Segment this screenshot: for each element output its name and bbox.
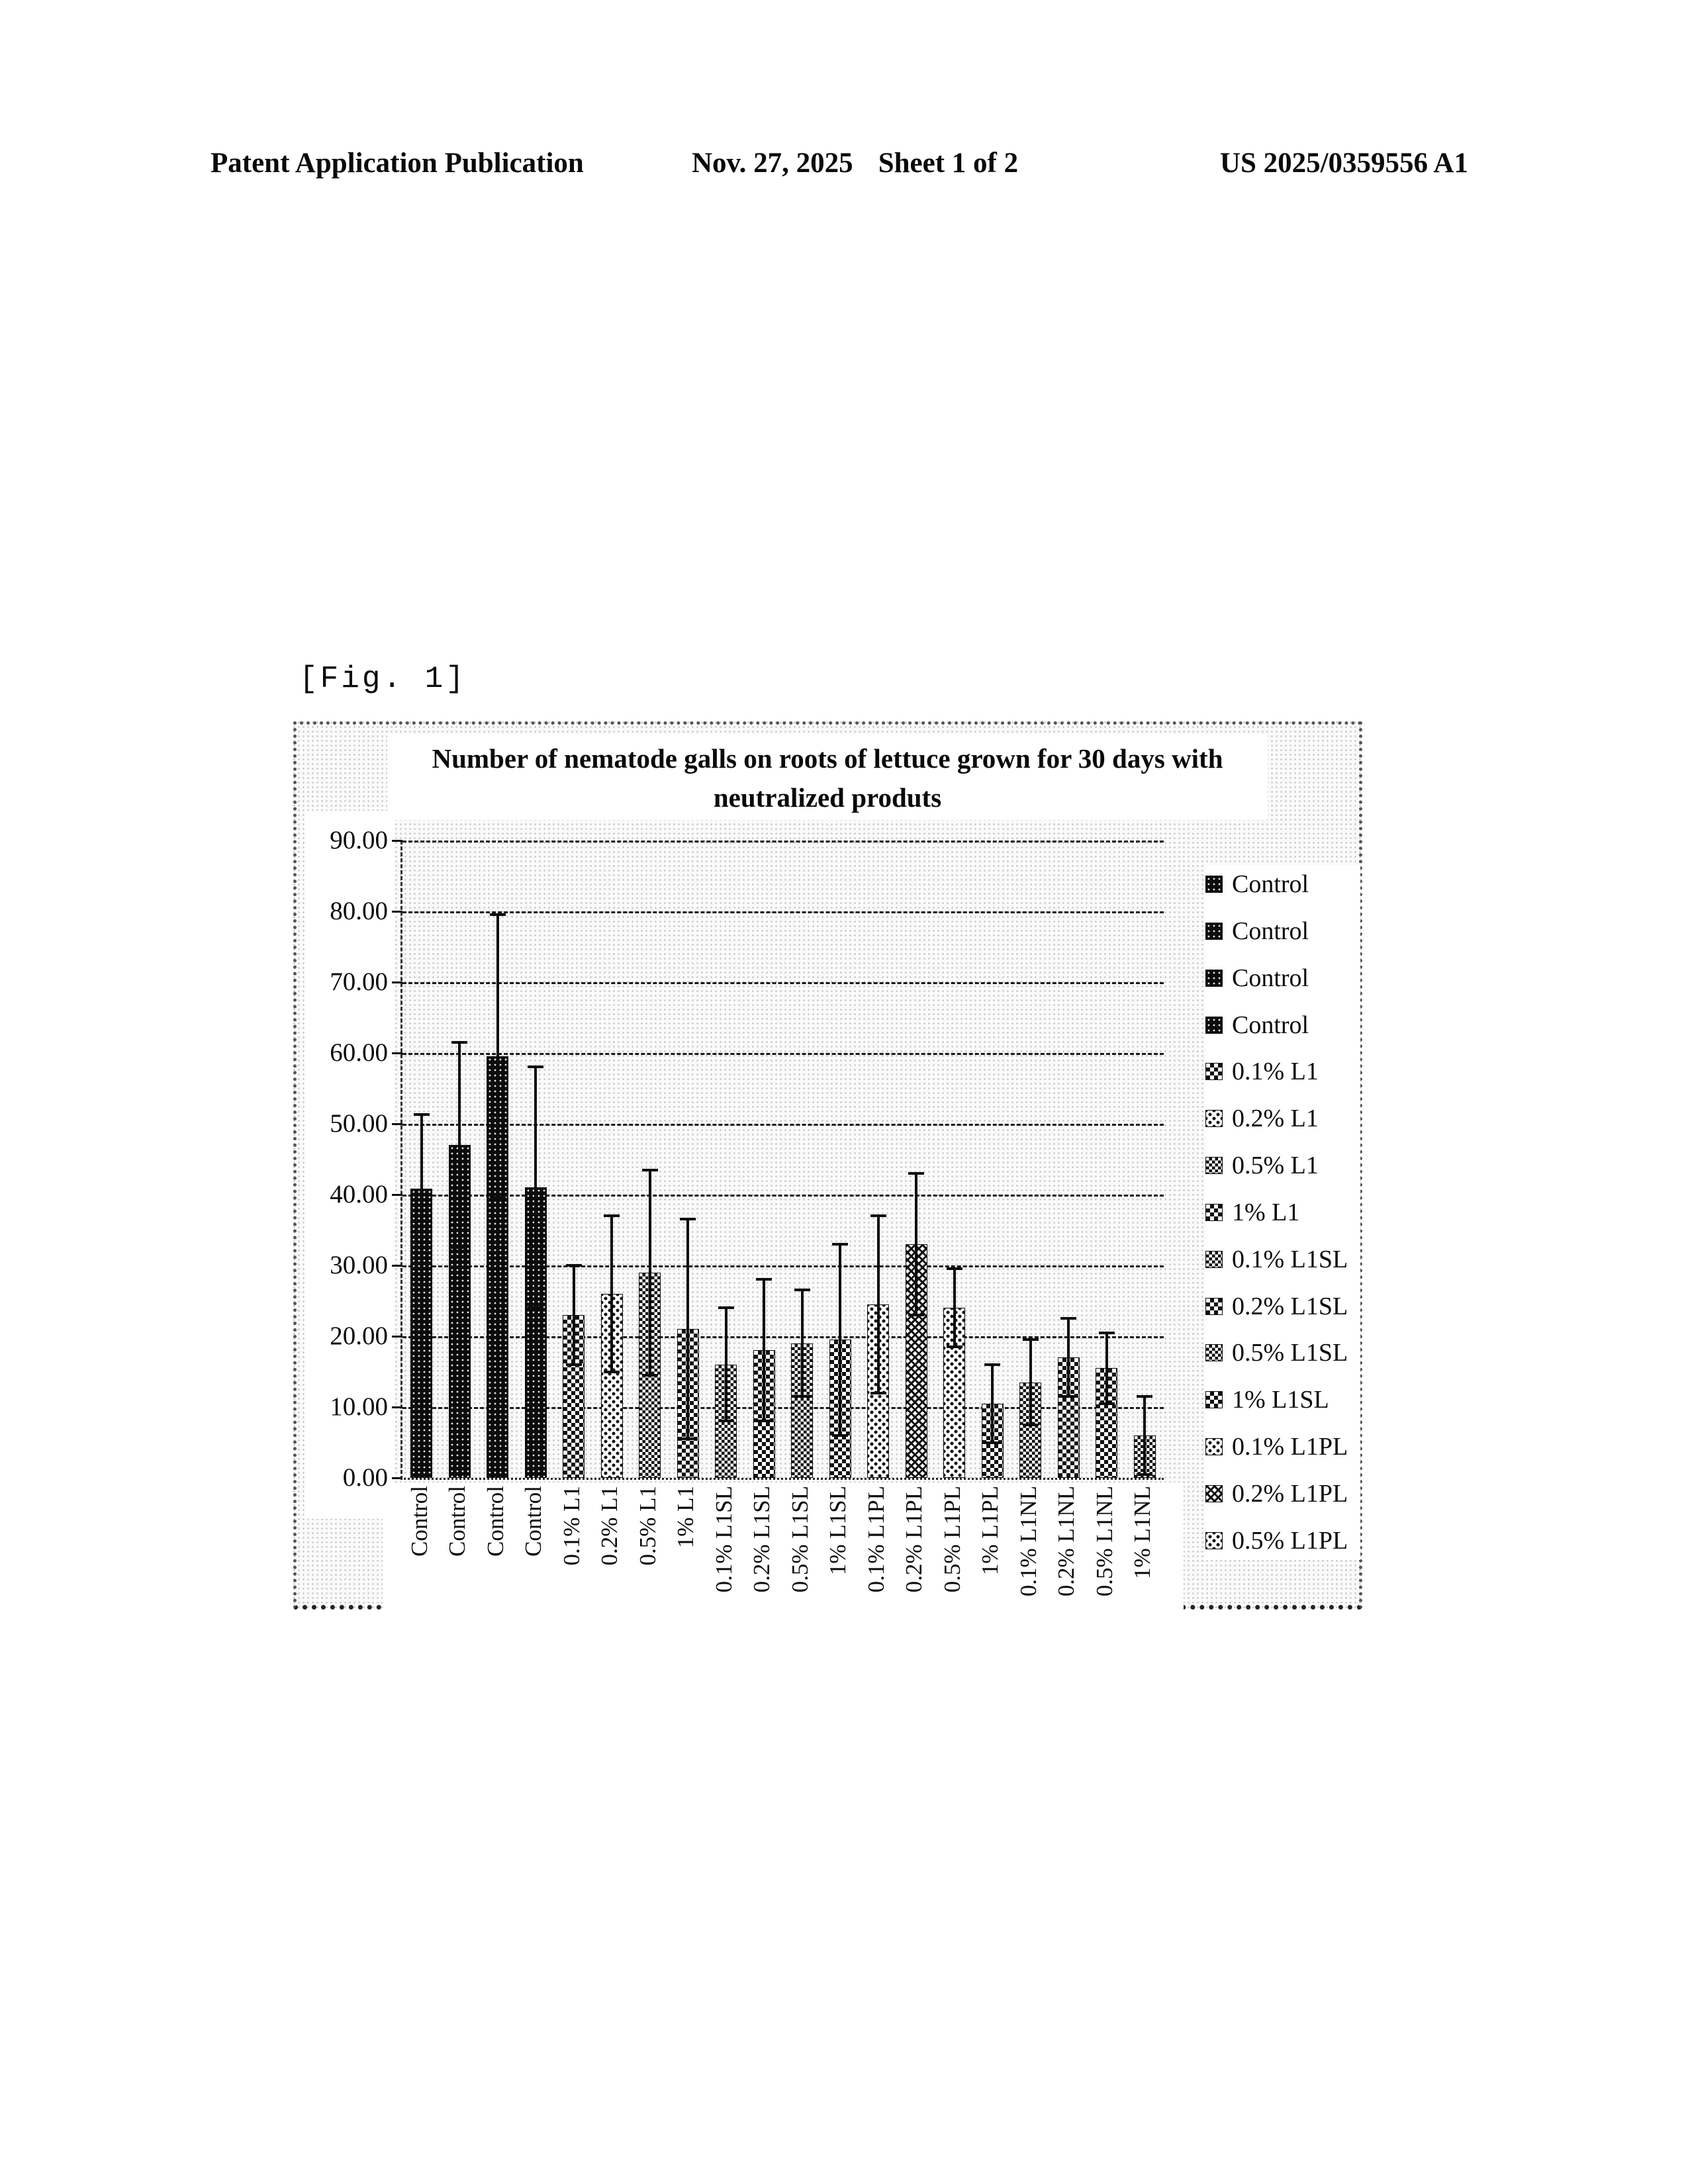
legend-label: 0.1% L1SL bbox=[1232, 1245, 1348, 1273]
legend-entry bbox=[1205, 1103, 1360, 1134]
legend-entry bbox=[1205, 1056, 1360, 1087]
legend-swatch bbox=[1205, 1251, 1223, 1268]
legend-swatch bbox=[1205, 1204, 1223, 1221]
x-axis-tick-label: Control bbox=[520, 1486, 547, 1604]
x-axis-tick-label: 0.2% L1 bbox=[596, 1486, 624, 1604]
y-axis-tick-label: 70.00 bbox=[330, 968, 388, 996]
x-axis-tick-label: 0.5% L1NL bbox=[1091, 1486, 1119, 1604]
x-axis-tick-label: 0.1% L1PL bbox=[863, 1486, 890, 1604]
patent-number: US 2025/0359556 A1 bbox=[1219, 148, 1468, 179]
error-bar bbox=[877, 1216, 880, 1393]
error-bar-cap bbox=[414, 1113, 430, 1116]
error-bar-cap bbox=[1023, 1338, 1039, 1341]
error-bar-cap bbox=[947, 1267, 962, 1270]
y-axis-tick-label: 60.00 bbox=[330, 1038, 388, 1067]
error-bar bbox=[610, 1216, 613, 1371]
error-bar-cap bbox=[718, 1306, 734, 1309]
error-bar bbox=[458, 1042, 461, 1248]
y-axis-tick bbox=[392, 840, 402, 842]
x-axis-tick-label: 1% L1NL bbox=[1129, 1486, 1156, 1604]
error-bar-cap bbox=[1060, 1395, 1076, 1398]
gridline bbox=[402, 1195, 1164, 1197]
y-axis-tick bbox=[392, 1123, 402, 1125]
error-bar-cap bbox=[1060, 1317, 1076, 1320]
y-axis-tick-label: 80.00 bbox=[330, 897, 388, 925]
gridline bbox=[402, 841, 1164, 842]
legend-entry bbox=[1205, 1010, 1360, 1040]
legend-swatch bbox=[1205, 1063, 1223, 1080]
x-axis-tick-label: 1% L1 bbox=[672, 1486, 700, 1604]
legend-label: 0.1% L1PL bbox=[1232, 1433, 1348, 1461]
error-bar-cap bbox=[1099, 1402, 1115, 1405]
figure-1-chart bbox=[293, 721, 1362, 1610]
error-bar-cap bbox=[870, 1214, 886, 1217]
error-bar bbox=[1067, 1318, 1070, 1396]
error-bar-cap bbox=[604, 1371, 620, 1373]
legend-entry bbox=[1205, 1525, 1360, 1556]
plot-area bbox=[330, 826, 1164, 1492]
error-bar-cap bbox=[870, 1392, 886, 1394]
legend-swatch bbox=[1205, 1017, 1223, 1034]
error-bar-cap bbox=[756, 1420, 772, 1422]
error-bar-cap bbox=[794, 1289, 810, 1291]
error-bar-cap bbox=[832, 1434, 848, 1437]
legend-label: Control bbox=[1232, 917, 1309, 945]
legend-label: 0.2% L1 bbox=[1232, 1105, 1319, 1133]
x-axis-tick-label: Control bbox=[444, 1486, 471, 1604]
legend-swatch bbox=[1205, 1157, 1223, 1174]
error-bar-cap bbox=[642, 1374, 658, 1377]
error-bar-cap bbox=[832, 1243, 848, 1246]
y-axis-tick-label: 0.00 bbox=[342, 1463, 388, 1492]
legend-label: 0.1% L1 bbox=[1232, 1058, 1319, 1086]
y-axis-tick bbox=[392, 1406, 402, 1408]
error-bar bbox=[1143, 1396, 1146, 1475]
gridline bbox=[402, 1265, 1164, 1267]
error-bar bbox=[573, 1265, 575, 1365]
y-axis-tick-label: 30.00 bbox=[330, 1251, 388, 1279]
error-bar bbox=[991, 1365, 994, 1443]
error-bar bbox=[534, 1067, 537, 1308]
header-center bbox=[692, 147, 1018, 179]
gridline bbox=[402, 982, 1164, 984]
gridline bbox=[402, 1407, 1164, 1409]
legend-label: 0.2% L1PL bbox=[1232, 1479, 1348, 1508]
publication-date: Nov. 27, 2025 bbox=[692, 148, 853, 179]
error-bar-cap bbox=[984, 1441, 1000, 1444]
error-bar-cap bbox=[566, 1264, 582, 1267]
error-bar bbox=[763, 1279, 765, 1421]
error-bar-cap bbox=[1099, 1332, 1115, 1334]
legend-entry bbox=[1205, 1385, 1360, 1415]
y-axis-tick-label: 40.00 bbox=[330, 1180, 388, 1208]
error-bar-cap bbox=[528, 1066, 543, 1068]
y-axis-tick-label: 20.00 bbox=[330, 1322, 388, 1350]
error-bar-cap bbox=[680, 1437, 696, 1440]
legend-entry bbox=[1205, 916, 1360, 946]
error-bar-cap bbox=[1137, 1395, 1152, 1398]
legend-swatch bbox=[1205, 1298, 1223, 1315]
error-bar-cap bbox=[528, 1306, 543, 1309]
publication-title: Patent Application Publication bbox=[211, 148, 584, 179]
error-bar-cap bbox=[642, 1169, 658, 1171]
x-axis-tick-label: 0.2% L1PL bbox=[900, 1486, 928, 1604]
legend-swatch bbox=[1205, 1391, 1223, 1408]
error-bar-cap bbox=[984, 1363, 1000, 1366]
x-axis-tick-label: 0.2% L1SL bbox=[748, 1486, 776, 1604]
error-bar-cap bbox=[451, 1041, 467, 1044]
error-bar bbox=[953, 1269, 956, 1347]
legend-label: 0.5% L1 bbox=[1232, 1152, 1319, 1180]
error-bar bbox=[649, 1170, 651, 1375]
error-bar-cap bbox=[1137, 1473, 1152, 1476]
x-axis-tick-label: 0.2% L1NL bbox=[1053, 1486, 1080, 1604]
x-axis-tick-label: 0.1% L1NL bbox=[1015, 1486, 1043, 1604]
figure-label: [Fig. 1] bbox=[299, 662, 467, 696]
y-axis-tick bbox=[392, 981, 402, 983]
error-bar-cap bbox=[794, 1395, 810, 1398]
x-axis-tick-label: 0.5% L1 bbox=[634, 1486, 662, 1604]
chart-title-line2: neutralized produts bbox=[713, 782, 942, 813]
y-axis-tick bbox=[392, 1194, 402, 1196]
gridline bbox=[402, 1053, 1164, 1055]
legend-swatch bbox=[1205, 1532, 1223, 1549]
error-bar bbox=[420, 1115, 423, 1263]
error-bar bbox=[1029, 1340, 1032, 1424]
gridline bbox=[402, 1336, 1164, 1338]
error-bar-cap bbox=[908, 1172, 924, 1175]
error-bar bbox=[725, 1308, 727, 1421]
error-bar bbox=[801, 1290, 804, 1396]
error-bar-cap bbox=[414, 1262, 430, 1265]
legend-label: 0.2% L1SL bbox=[1232, 1292, 1348, 1320]
legend-swatch bbox=[1205, 876, 1223, 893]
y-axis-tick bbox=[392, 1477, 402, 1479]
error-bar bbox=[496, 915, 499, 1198]
y-axis-tick-label: 90.00 bbox=[330, 826, 388, 854]
legend-swatch bbox=[1205, 923, 1223, 940]
x-axis-tick-label: 0.5% L1SL bbox=[786, 1486, 814, 1604]
error-bar bbox=[839, 1244, 841, 1435]
x-axis-tick-label: Control bbox=[482, 1486, 510, 1604]
error-bar bbox=[915, 1173, 917, 1315]
legend-entry bbox=[1205, 1432, 1360, 1462]
y-axis-tick bbox=[392, 911, 402, 913]
error-bar-cap bbox=[756, 1278, 772, 1281]
error-bar-cap bbox=[680, 1218, 696, 1220]
legend-swatch bbox=[1205, 1485, 1223, 1502]
legend-label: 1% L1SL bbox=[1232, 1386, 1329, 1414]
chart-title bbox=[387, 739, 1268, 818]
legend-label: 0.5% L1PL bbox=[1232, 1526, 1348, 1555]
y-axis-tick-label: 10.00 bbox=[330, 1392, 388, 1421]
legend-label: Control bbox=[1232, 1011, 1309, 1039]
x-axis-tick-label: 0.1% L1SL bbox=[710, 1486, 738, 1604]
legend-entry bbox=[1205, 1150, 1360, 1181]
gridline bbox=[402, 911, 1164, 913]
y-axis-tick bbox=[392, 1265, 402, 1267]
page-header bbox=[211, 147, 1468, 184]
error-bar-cap bbox=[490, 1197, 506, 1199]
error-bar-cap bbox=[718, 1420, 734, 1422]
y-axis-tick bbox=[392, 1336, 402, 1338]
error-bar bbox=[686, 1219, 689, 1439]
x-axis-tick-label: 0.1% L1 bbox=[558, 1486, 586, 1604]
legend-entry bbox=[1205, 1338, 1360, 1368]
error-bar-cap bbox=[451, 1246, 467, 1249]
legend-entry bbox=[1205, 1291, 1360, 1322]
error-bar-cap bbox=[947, 1345, 962, 1348]
error-bar-cap bbox=[1023, 1424, 1039, 1426]
legend-label: 0.5% L1SL bbox=[1232, 1339, 1348, 1367]
legend-entry bbox=[1205, 1197, 1360, 1228]
x-axis-tick-label: Control bbox=[406, 1486, 434, 1604]
gridline bbox=[402, 1124, 1164, 1126]
legend-label: 1% L1 bbox=[1232, 1198, 1300, 1226]
legend-swatch bbox=[1205, 1438, 1223, 1455]
error-bar-cap bbox=[908, 1314, 924, 1316]
x-axis-tick-label: 1% L1SL bbox=[824, 1486, 852, 1604]
legend-entry bbox=[1205, 1244, 1360, 1275]
error-bar bbox=[1105, 1333, 1108, 1404]
legend-entry bbox=[1205, 1479, 1360, 1509]
y-axis-tick bbox=[392, 1052, 402, 1054]
chart-title-line1: Number of nematode galls on roots of lettuce grown for 30 days with bbox=[432, 743, 1223, 774]
legend-swatch bbox=[1205, 1110, 1223, 1127]
legend-swatch bbox=[1205, 970, 1223, 987]
chart-legend bbox=[1205, 865, 1360, 1560]
y-axis-tick-label: 50.00 bbox=[330, 1109, 388, 1138]
sheet-number: Sheet 1 of 2 bbox=[878, 148, 1019, 179]
legend-swatch bbox=[1205, 1344, 1223, 1361]
error-bar-cap bbox=[490, 913, 506, 916]
x-axis-tick-label: 0.5% L1PL bbox=[939, 1486, 966, 1604]
legend-label: Control bbox=[1232, 964, 1309, 992]
legend-entry bbox=[1205, 963, 1360, 993]
error-bar-cap bbox=[566, 1363, 582, 1366]
legend-label: Control bbox=[1232, 870, 1309, 898]
legend-entry bbox=[1205, 869, 1360, 899]
x-axis-tick-label: 1% L1PL bbox=[976, 1486, 1004, 1604]
error-bar-cap bbox=[604, 1214, 620, 1217]
